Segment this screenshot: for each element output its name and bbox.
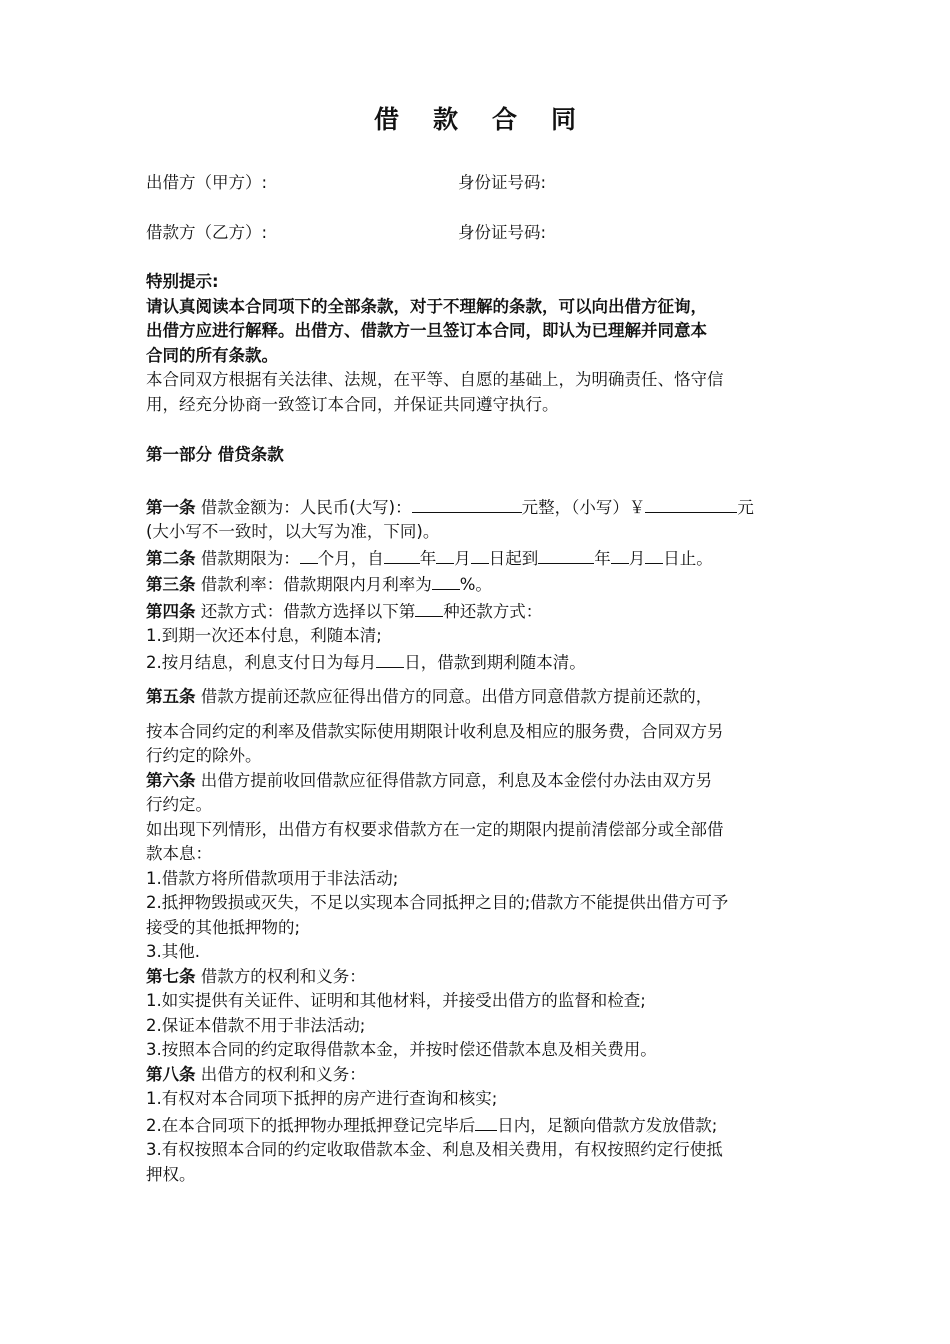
article-text: 日起到: [488, 548, 539, 568]
lender-row: [146, 171, 816, 196]
article-item: 2.在本合同项下的抵押物办理抵押登记完毕后: [146, 1115, 476, 1135]
end-day-blank: [645, 545, 663, 564]
notice-bold-line: 请认真阅读本合同项下的全部条款，对于不理解的条款，可以向出借方征询，: [146, 296, 707, 316]
article-text: 年: [419, 548, 437, 568]
borrower-row: [146, 221, 816, 246]
article-text: (大小写不一致时，以大写为准，下同)。: [146, 522, 440, 541]
article-2: [146, 545, 816, 572]
start-year-blank: [384, 545, 420, 564]
article-text: 行约定的除外。: [146, 746, 262, 765]
end-year-blank: [538, 545, 594, 564]
article-5: [146, 685, 816, 769]
notice-bold-line: 合同的所有条款。: [146, 345, 278, 365]
article-item: 3.其他.: [146, 942, 200, 961]
article-text: 元: [737, 497, 754, 517]
amount-words-blank: [412, 494, 522, 513]
article-4: [146, 598, 816, 676]
part1-heading: 第一部分 借贷条款: [146, 445, 284, 464]
article-text: 日，借款到期利随本清。: [404, 652, 586, 672]
borrower-label: 借款方（乙方）:: [146, 222, 268, 242]
article-text: 按本合同约定的利率及借款实际使用期限计收利息及相应的服务费，合同双方另: [146, 721, 724, 741]
article-text: 借款方的权利和义务：: [195, 966, 366, 986]
article-1: [146, 494, 816, 545]
article-6: [146, 769, 816, 965]
article-text: 出借方提前收回借款应征得借款方同意，利息及本金偿付办法由双方另: [195, 770, 713, 790]
article-item: 3.有权按照本合同的约定收取借款本金、利息及相关费用，有权按照约定行使抵: [146, 1140, 723, 1159]
article-label: 第六条: [146, 770, 196, 790]
article-label: 第五条: [146, 687, 196, 706]
article-7: [146, 965, 816, 1063]
article-item: 2.按月结息，利息支付日为每月: [146, 652, 377, 672]
payment-day-blank: [376, 649, 404, 668]
lender-label: 出借方（甲方）:: [146, 173, 268, 192]
article-text: 如出现下列情形，出借方有权要求借款方在一定的期限内提前清偿部分或全部借: [146, 819, 724, 839]
article-text: 元整，（小写）￥: [521, 497, 646, 517]
start-month-blank: [436, 545, 454, 564]
lender-id-label: 身份证号码:: [458, 173, 547, 192]
article-text: 出借方的权利和义务：: [195, 1064, 366, 1084]
article-text: 借款利率：借款期限内月利率为: [195, 575, 432, 594]
article-item: 3.按照本合同的约定取得借款本金，并按时偿还借款本息及相关费用。: [146, 1040, 657, 1059]
article-label: 第八条: [146, 1064, 196, 1084]
title-char: 借: [373, 105, 399, 134]
amount-digits-blank: [645, 494, 737, 513]
disbursement-days-blank: [475, 1112, 497, 1131]
article-text: 行约定。: [146, 795, 212, 814]
notice-bold-line: 出借方应进行解释。出借方、借款方一旦签订本合同，即认为已理解并同意本: [146, 321, 707, 340]
title-char: 款: [432, 105, 458, 134]
months-blank: [300, 545, 318, 564]
article-label: 第四条: [146, 601, 196, 621]
article-item: 1.到期一次还本付息，利随本清;: [146, 626, 382, 645]
title-char: 合: [492, 105, 518, 134]
article-label: 第三条: [146, 575, 196, 594]
article-item: 押权。: [146, 1164, 196, 1184]
borrower-id-label: 身份证号码:: [458, 222, 547, 242]
article-text: 种还款方式：: [443, 601, 543, 621]
article-item: 2.保证本借款不用于非法活动;: [146, 1015, 366, 1035]
article-text: 还款方式：借款方选择以下第: [195, 601, 416, 621]
article-item: 1.有权对本合同项下抵押的房产进行查询和核实;: [146, 1089, 498, 1108]
title-char: 同: [551, 105, 577, 134]
document-body: [146, 171, 816, 1187]
article-text: 个月，自: [317, 548, 384, 568]
article-text: 款本息：: [146, 844, 212, 863]
article-text: %。: [459, 575, 492, 594]
article-label: 第二条: [146, 548, 196, 568]
article-8: [146, 1063, 816, 1188]
notice-text-line: 本合同双方根据有关法律、法规，在平等、自愿的基础上，为明确责任、恪守信: [146, 370, 724, 389]
article-text: 日止。: [663, 548, 713, 568]
article-text: 年: [594, 548, 611, 568]
document-title: [0, 100, 950, 136]
article-text: 借款金额为：人民币(大写)：: [195, 497, 412, 517]
notice-text-line: 用，经充分协商一致签订本合同，并保证共同遵守执行。: [146, 394, 559, 414]
special-notice: [146, 270, 816, 417]
article-text: 月: [454, 548, 471, 568]
article-text: 借款方提前还款应征得出借方的同意。出借方同意借款方提前还款的，: [195, 687, 713, 706]
article-item: 接受的其他抵押物的;: [146, 917, 301, 937]
article-label: 第七条: [146, 966, 196, 986]
article-item: 1.借款方将所借款项用于非法活动;: [146, 868, 399, 888]
article-text: 月: [628, 548, 646, 568]
interest-rate-blank: [432, 571, 460, 590]
article-item: 2.抵押物毁损或灭失，不足以实现本合同抵押之目的;借款方不能提供出借方可予: [146, 893, 729, 912]
repayment-option-blank: [415, 598, 443, 617]
end-month-blank: [611, 545, 629, 564]
article-text: 日内，足额向借款方发放借款;: [497, 1115, 718, 1135]
article-3: [146, 571, 816, 598]
start-day-blank: [471, 545, 489, 564]
article-item: 1.如实提供有关证件、证明和其他材料，并接受出借方的监督和检查;: [146, 991, 646, 1010]
article-text: 借款期限为：: [195, 548, 300, 568]
article-label: 第一条: [146, 497, 196, 517]
notice-heading: 特别提示:: [146, 272, 219, 291]
